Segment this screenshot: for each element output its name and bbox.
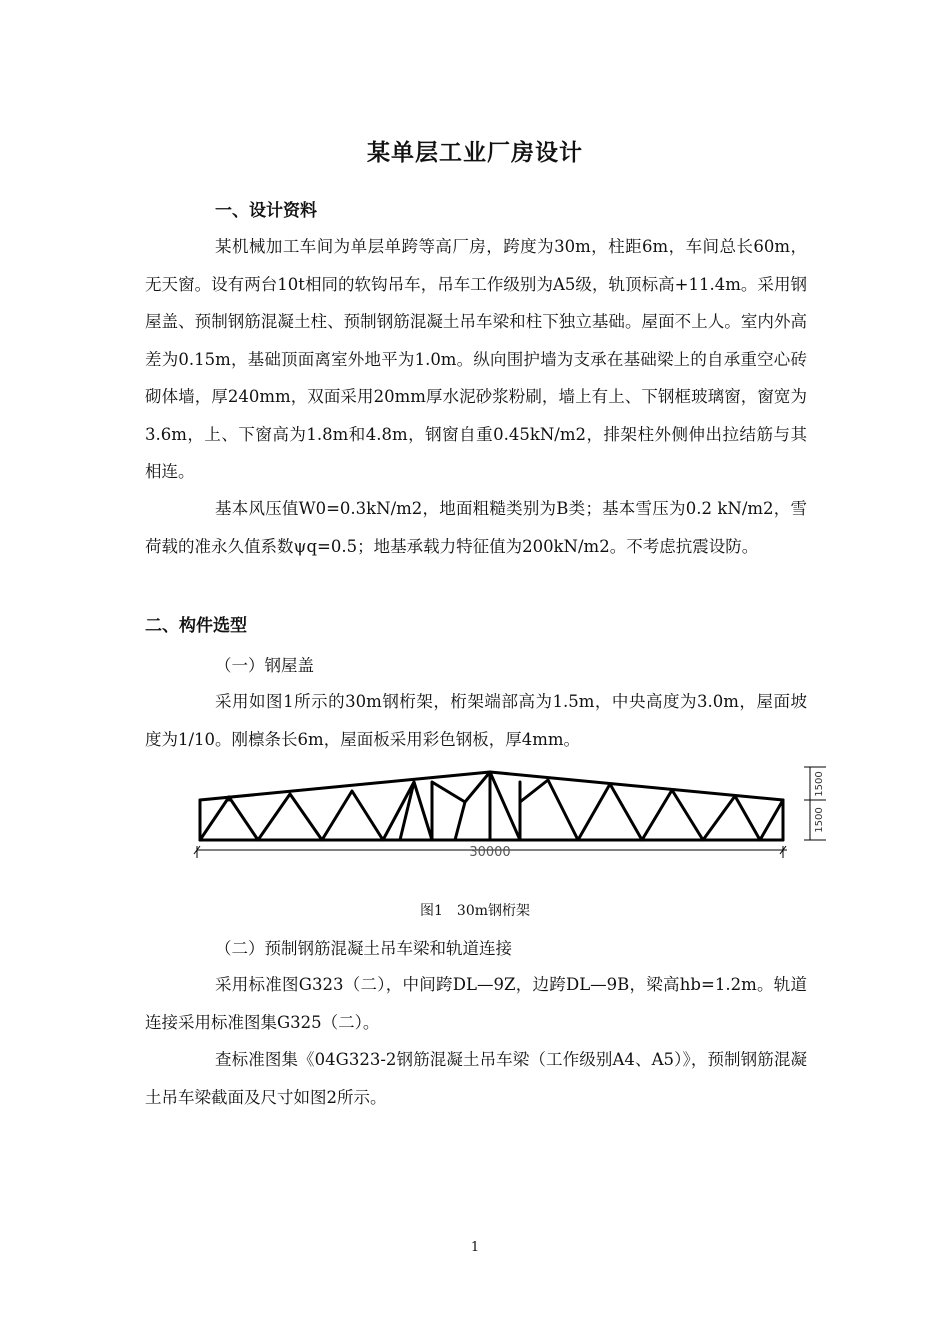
paragraph-design-data: 某机械加工车间为单层单跨等高厂房，跨度为30m，柱距6m，车间总长60m，无天窗。设有两台10t相同的软钩吊车，吊车工作级别为A5级，轨顶标高+11.4m。采用钢屋盖、预制钢筋混凝土柱、预制钢筋混凝土吊车梁和柱下独立基础。屋面不上人。室内外高差为0.15m，基础顶面离室外地平为1.0m。纵向围护墙为支承在基础梁上的自承重空心砖砌体墙，厚240mm，双面采用20mm厚水泥砂浆粉刷，墙上有上、下钢框玻璃窗，窗宽为3.6m，上、下窗高为1.8m和4.8m，钢窗自重0.45kN/m2，排架柱外侧伸出拉结筋与其相连。 <box>145 237 807 481</box>
page-number: 1 <box>470 1240 480 1255</box>
subheading-crane-beam: （二）预制钢筋混凝土吊车梁和轨道连接 <box>215 939 512 958</box>
paragraph-standard-atlas: 查标准图集《04G323-2钢筋混凝土吊车梁（工作级别A4、A5）》，预制钢筋混凝土吊车梁截面及尺寸如图2所示。 <box>145 1050 807 1107</box>
truss-height-lower-label: 1500 <box>814 807 825 833</box>
paragraph-crane-beam: 采用标准图G323（二），中间跨DL—9Z，边跨DL—9B，梁高hb=1.2m。轨道连接采用标准图集G325（二）。 <box>145 975 807 1032</box>
paragraph-steel-truss: 采用如图1所示的30m钢桁架，桁架端部高为1.5m，中央高度为3.0m，屋面坡度为1/10。刚檩条长6m，屋面板采用彩色钢板，厚4mm。 <box>145 692 807 749</box>
truss-web-members <box>200 772 783 840</box>
truss-figure <box>0 762 950 862</box>
truss-span-label: 30000 <box>469 845 511 860</box>
section-heading-member-selection: 二、构件选型 <box>145 616 247 636</box>
figure-caption: 图1 30m钢桁架 <box>420 903 530 919</box>
subheading-steel-roof: （一）钢屋盖 <box>215 656 314 675</box>
paragraph-loads: 基本风压值W0=0.3kN/m2，地面粗糙类别为B类；基本雪压为0.2 kN/m2，雪荷载的准永久值系数ψq=0.5；地基承载力特征值为200kN/m2。不考虑抗震设防。 <box>145 499 807 556</box>
page-title: 某单层工业厂房设计 <box>367 140 583 166</box>
section-heading-design-data: 一、设计资料 <box>215 201 317 221</box>
truss-height-upper-label: 1500 <box>814 771 825 797</box>
